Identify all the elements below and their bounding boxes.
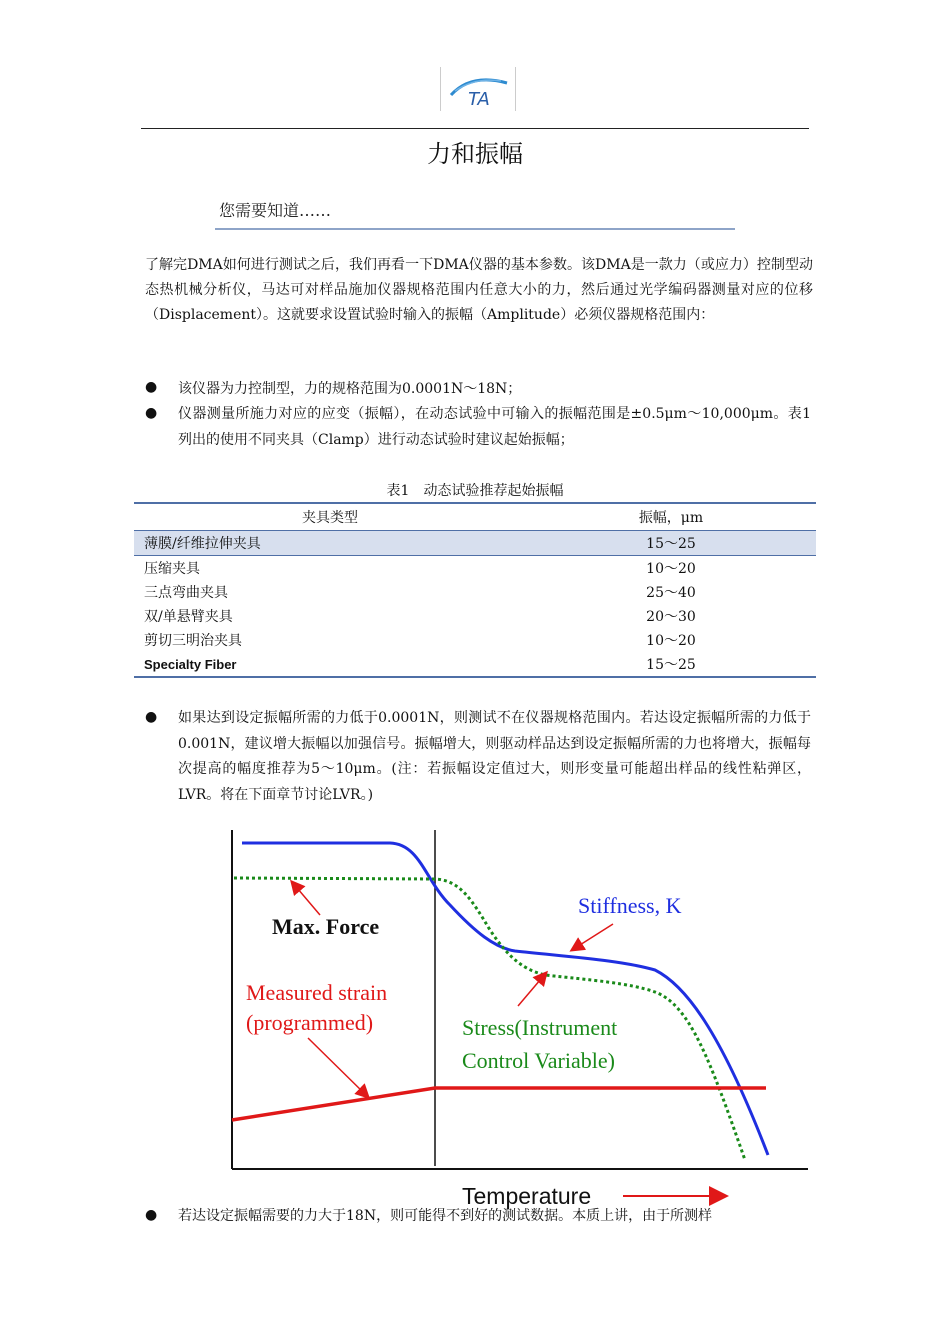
table-row (134, 531, 816, 556)
subheading: 您需要知道…… (219, 201, 332, 220)
amplitude-cell: 15～25 (526, 652, 816, 677)
table-row (134, 604, 816, 628)
table-row (134, 652, 816, 677)
bullet-marker: ● (145, 1207, 158, 1223)
intro-paragraph: 了解完DMA如何进行测试之后，我们再看一下DMA仪器的基本参数。该DMA是一款力（或应力）控制型动态热机械分析仪，马达可对样品施加仪器规格范围内任意大小的力，然后通过光学编码器测量对应的位移（Displacement）。这就要求设置试验时输入的振幅（Amplitude）必须仪器规格范围内： (145, 257, 813, 323)
amplitude-cell: 10～20 (646, 633, 696, 649)
stiffness-label: Stiffness, K (578, 893, 682, 918)
max-force-arrow (292, 882, 320, 915)
amplitude-cell: 15～25 (526, 531, 816, 556)
ta-logo (440, 67, 516, 111)
max-force-label: Max. Force (272, 914, 380, 939)
clamp-cell: 三点弯曲夹具 (144, 585, 228, 601)
clamp-cell: 双/单悬臂夹具 (144, 609, 233, 625)
force-amplitude-diagram (210, 820, 820, 1219)
clamp-cell: Specialty Fiber (134, 652, 526, 677)
table-row (134, 556, 816, 581)
stress-label: Stress(Instrument (462, 1015, 618, 1040)
column-header-amplitude: 振幅，μm (526, 503, 816, 531)
table-caption: 表1 动态试验推荐起始振幅 (386, 483, 564, 499)
bullet-low-force: 如果达到设定振幅所需的力低于0.0001N，则测试不在仪器规格范围内。若达设定振幅所需的力低于 0.001N，建议增大振幅以加强信号。振幅增大，则驱动样品达到设定振幅所需的力也将增大，振幅每次提高的幅度推荐为5～10μm。(注：若振幅设定值过大，则形变量可能超出样品的线性粘弹区，LVR。将在下面章节讨论LVR。) (178, 710, 811, 803)
bullet-marker: ● (145, 709, 158, 725)
clamp-cell: 薄膜/纤维拉伸夹具 (134, 531, 526, 556)
programmed-label: (programmed) (246, 1010, 374, 1035)
page-title: 力和振幅 (427, 140, 523, 168)
stress-arrow (518, 973, 546, 1006)
amplitude-cell: 20～30 (646, 609, 696, 625)
table-row (134, 628, 816, 652)
clamp-cell: 压缩夹具 (144, 561, 200, 577)
x-axis-label: Temperature (462, 1183, 592, 1209)
measured-strain-label: Measured strain (246, 980, 388, 1005)
bullet-marker: ● (145, 405, 158, 421)
column-header-clamp: 夹具类型 (134, 503, 526, 531)
table-row (134, 580, 816, 604)
logo-text: TA (468, 89, 490, 110)
header-rule (141, 128, 809, 129)
bullet-amplitude-range: 仪器测量所施力对应的应变（振幅），在动态试验中可输入的振幅范围是±0.5μm～10,000μm。表1列出的使用不同夹具（Clamp）进行动态试验时建议起始振幅； (178, 406, 811, 448)
bullet-marker: ● (145, 379, 158, 395)
amplitude-cell: 25～40 (646, 585, 696, 601)
strain-line (232, 1088, 766, 1120)
control-variable-label: Control Variable) (462, 1048, 615, 1073)
amplitude-table (134, 502, 816, 678)
amplitude-cell: 10～20 (646, 561, 696, 577)
bullet-force-range: 该仪器为力控制型，力的规格范围为0.0001N～18N； (178, 381, 522, 397)
stiffness-arrow (572, 924, 613, 950)
subheading-rule (215, 228, 735, 230)
bullet-high-force: 若达设定振幅需要的力大于18N，则可能得不到好的测试数据。本质上讲，由于所测样 (178, 1208, 713, 1224)
strain-arrow (308, 1038, 368, 1097)
clamp-cell: 剪切三明治夹具 (144, 633, 242, 649)
